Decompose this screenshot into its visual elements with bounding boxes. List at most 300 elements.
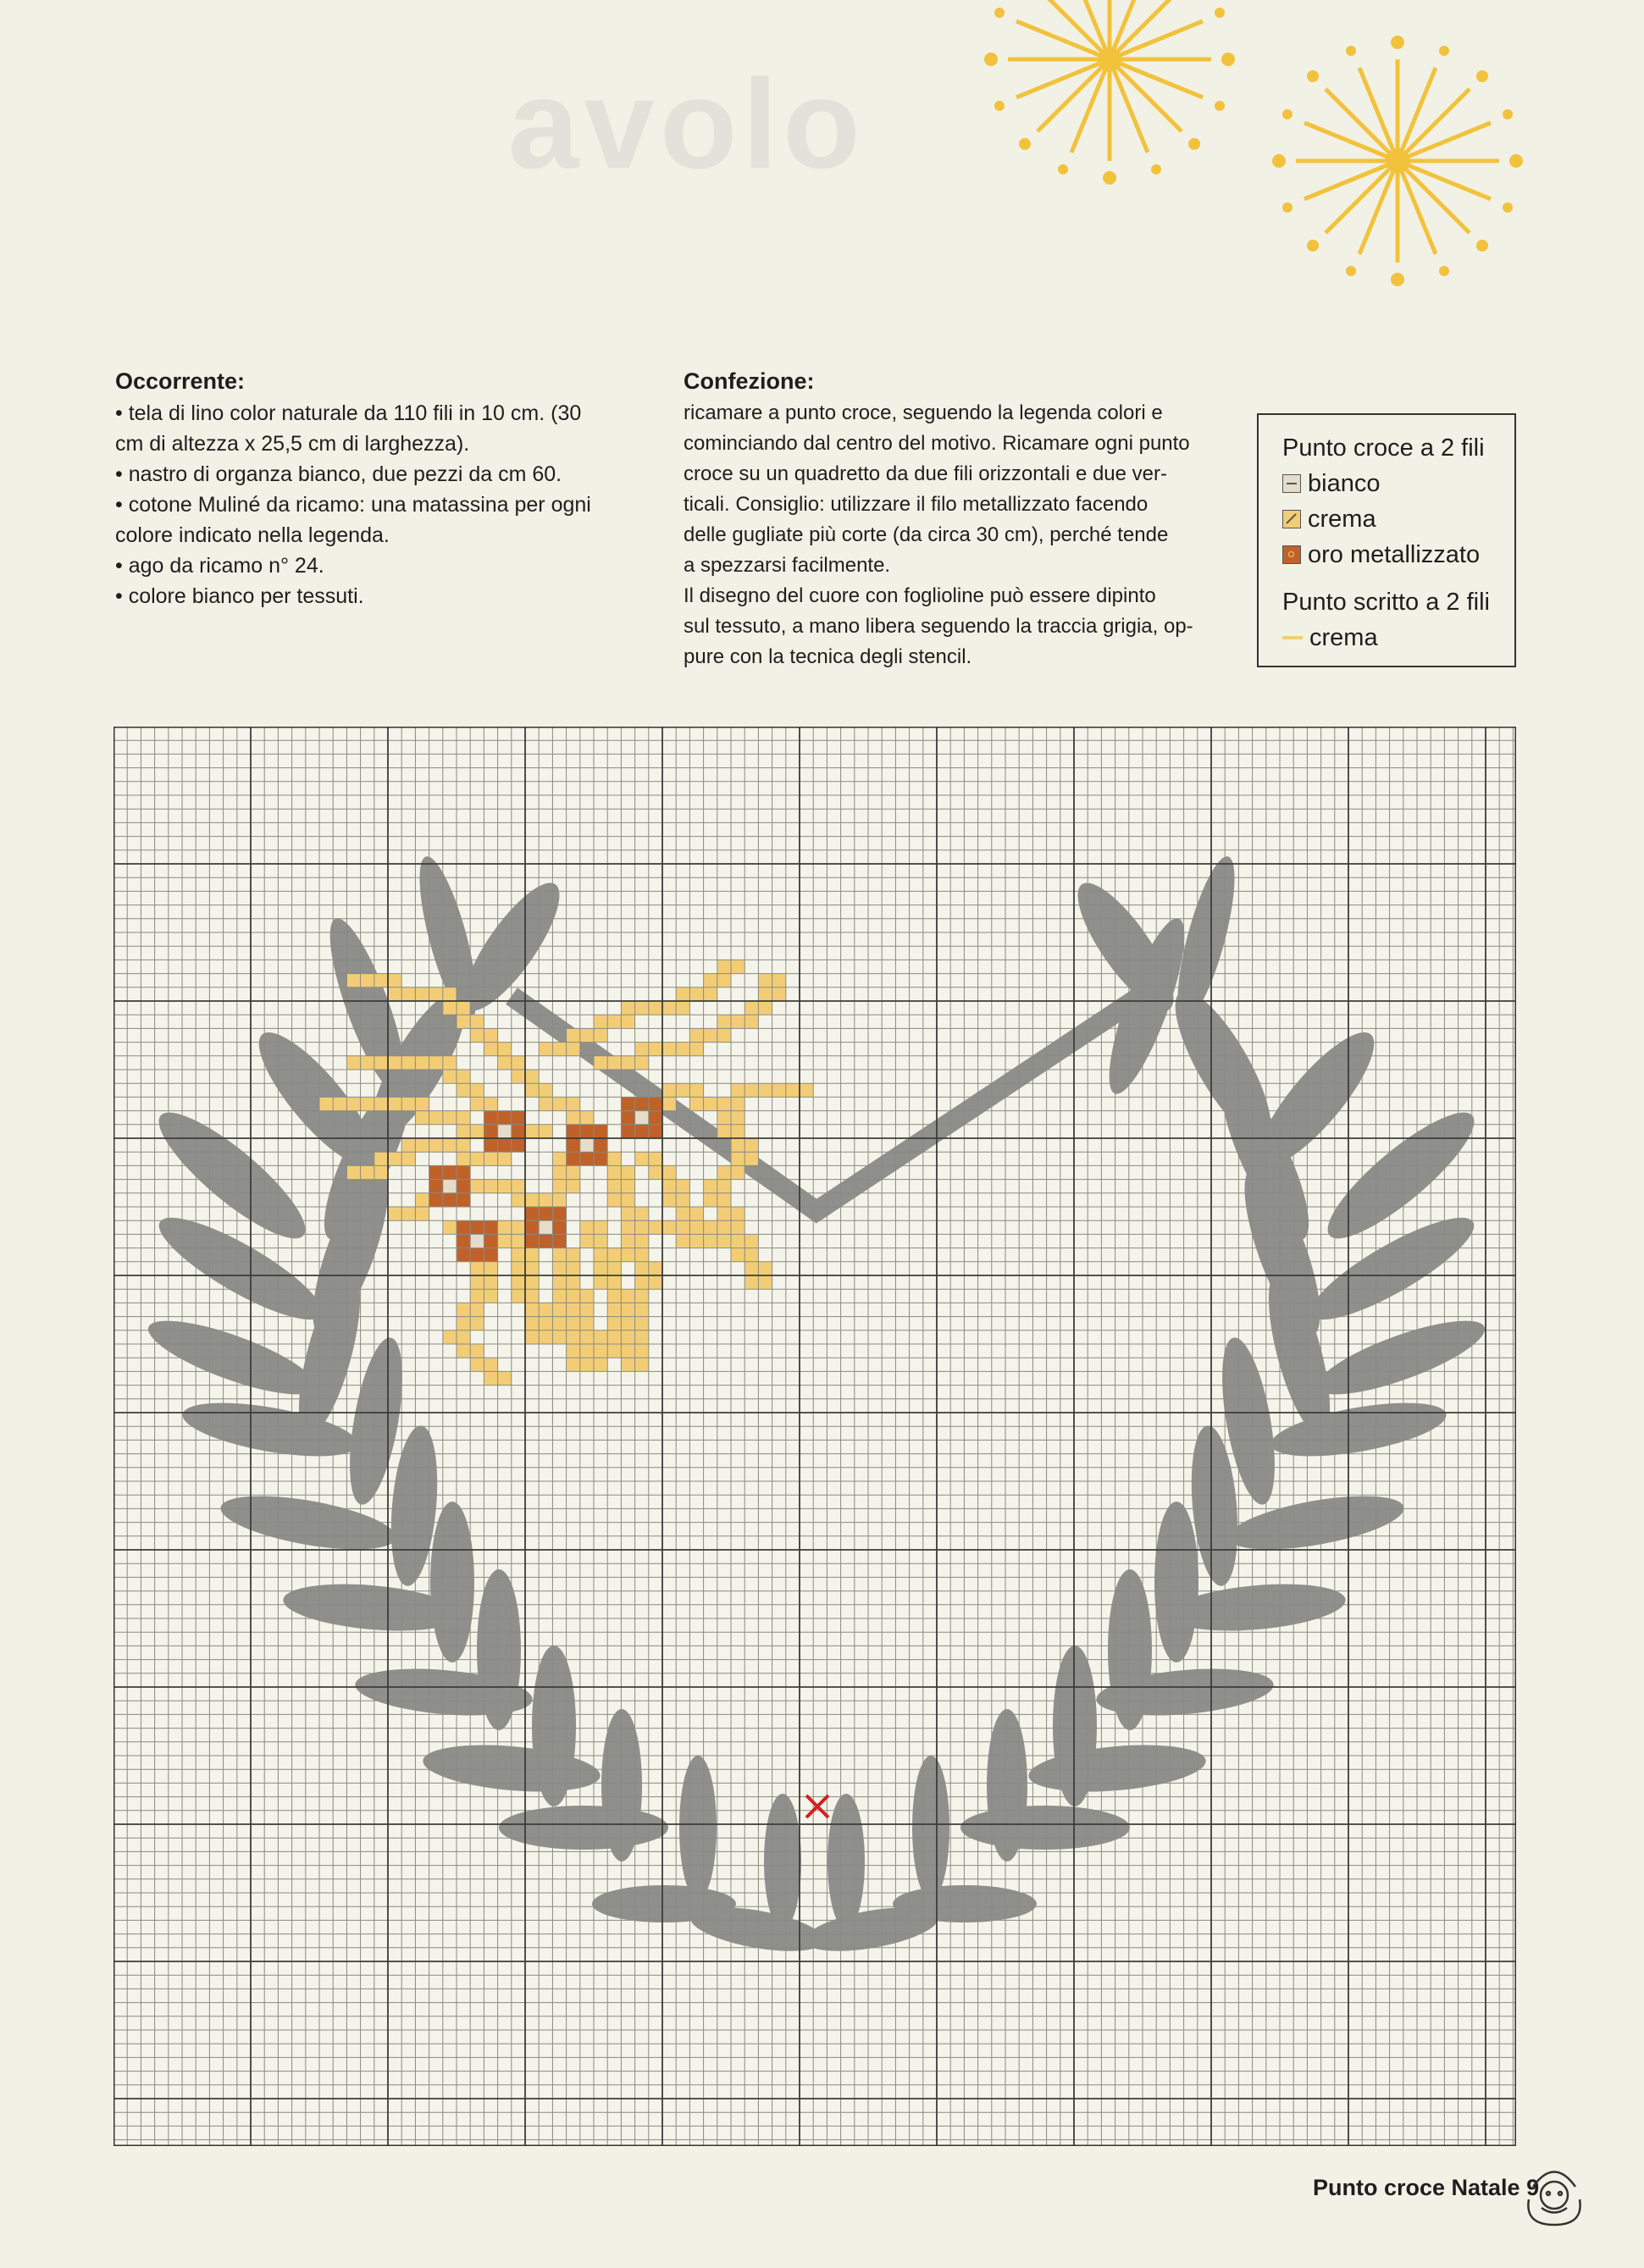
stitch-crema: [704, 1220, 717, 1234]
stitch-crema: [539, 1330, 552, 1344]
stitch-crema: [731, 1152, 745, 1165]
stitch-crema: [525, 1193, 539, 1207]
stitch-oro: [457, 1193, 470, 1207]
stitch-crema: [415, 1138, 429, 1152]
stitch-crema: [443, 1330, 457, 1344]
stitch-crema: [525, 1275, 539, 1289]
stitch-oro: [484, 1111, 497, 1125]
stitch-crema: [333, 1097, 346, 1110]
stitch-crema: [676, 987, 689, 1001]
stitch-crema: [704, 974, 717, 987]
stitch-crema: [484, 1371, 497, 1385]
stitch-crema: [745, 1262, 758, 1275]
stitch-crema: [361, 1097, 374, 1110]
stitch-crema: [567, 1111, 580, 1125]
stitch-crema: [484, 1275, 497, 1289]
stitch-crema: [415, 1056, 429, 1070]
stitch-crema: [635, 1207, 649, 1220]
stitch-crema: [470, 1015, 484, 1028]
stitch-oro: [484, 1234, 497, 1247]
stitch-crema: [704, 1097, 717, 1110]
stitch-crema: [607, 1330, 621, 1344]
confezione-section: [684, 366, 1234, 672]
confezione-line: Il disegno del cuore con foglioline può essere dipinto: [684, 584, 1156, 607]
stitch-crema: [594, 1220, 607, 1234]
confezione-heading: Confezione:: [684, 368, 815, 394]
stitch-crema: [401, 1138, 415, 1152]
stitch-oro: [484, 1125, 497, 1138]
stitch-crema: [731, 960, 745, 973]
stitch-crema: [484, 1043, 497, 1056]
stitch-crema: [498, 1234, 512, 1247]
stitch-crema: [704, 1234, 717, 1247]
stitch-crema: [552, 1152, 566, 1165]
stitch-crema: [552, 1248, 566, 1262]
stitch-crema: [580, 1234, 594, 1247]
stitch-crema: [594, 1234, 607, 1247]
stitch-crema: [484, 1358, 497, 1371]
stitch-crema: [567, 1317, 580, 1330]
stitch-crema: [415, 1097, 429, 1110]
stitch-crema: [361, 1056, 374, 1070]
stitch-oro: [512, 1111, 525, 1125]
stitch-crema: [594, 1358, 607, 1371]
stitch-crema: [567, 1358, 580, 1371]
stitch-crema: [635, 1358, 649, 1371]
stitch-crema: [649, 1220, 662, 1234]
stitch-oro: [484, 1248, 497, 1262]
stitch-crema: [635, 1330, 649, 1344]
leaf-shape: [912, 1756, 949, 1900]
stitch-bianco: [635, 1111, 649, 1125]
stitch-crema: [731, 1220, 745, 1234]
occorrente-line: • nastro di organza bianco, due pezzi da cm 60.: [115, 462, 562, 486]
stitch-oro: [470, 1220, 484, 1234]
stitch-crema: [758, 1262, 772, 1275]
stitch-crema: [512, 1289, 525, 1303]
stitch-crema: [512, 1275, 525, 1289]
legend-item-label: bianco: [1308, 470, 1381, 497]
occorrente-line: • cotone Muliné da ricamo: una matassina per ogni: [115, 493, 591, 517]
stitch-crema: [484, 1262, 497, 1275]
stitch-crema: [676, 1180, 689, 1193]
stitch-crema: [621, 1358, 634, 1371]
stitch-crema: [717, 974, 731, 987]
stitch-crema: [580, 1317, 594, 1330]
stitch-crema: [525, 1248, 539, 1262]
stitch-crema: [539, 1043, 552, 1056]
stitch-crema: [484, 1028, 497, 1042]
stitch-crema: [594, 1344, 607, 1358]
stitch-crema: [567, 1043, 580, 1056]
confezione-line: a spezzarsi facilmente.: [684, 554, 891, 577]
stitch-crema: [594, 1248, 607, 1262]
stitch-crema: [319, 1097, 333, 1110]
stitch-crema: [717, 960, 731, 973]
occorrente-line: • ago da ricamo n° 24.: [115, 554, 324, 578]
stitch-crema: [539, 1303, 552, 1316]
stitch-crema: [607, 1248, 621, 1262]
dot-swatch-icon: [1282, 545, 1301, 564]
stitch-oro: [594, 1152, 607, 1165]
legend-item-bianco: [1282, 466, 1514, 501]
stitch-crema: [758, 1083, 772, 1097]
stitch-crema: [649, 1262, 662, 1275]
stitch-crema: [457, 1015, 470, 1028]
page-number: 9: [1526, 2175, 1540, 2200]
stitch-crema: [525, 1317, 539, 1330]
stitch-crema: [429, 1138, 443, 1152]
stitch-crema: [388, 987, 401, 1001]
page-title-ghost: avolo: [508, 53, 866, 195]
stitch-crema: [567, 1248, 580, 1262]
stitch-crema: [745, 1234, 758, 1247]
stitch-crema: [758, 1001, 772, 1015]
stitch-crema: [470, 1152, 484, 1165]
stitch-crema: [635, 1289, 649, 1303]
stitch-oro: [457, 1234, 470, 1247]
confezione-line: cominciando dal centro del motivo. Ricamare ogni punto: [684, 432, 1190, 455]
stitch-crema: [512, 1248, 525, 1262]
stitch-oro: [580, 1125, 594, 1138]
stitch-crema: [470, 1180, 484, 1193]
stitch-crema: [621, 1056, 634, 1070]
stitch-crema: [662, 1083, 676, 1097]
stitch-crema: [525, 1070, 539, 1083]
stitch-oro: [457, 1165, 470, 1179]
stitch-crema: [676, 1043, 689, 1056]
leaf-shape: [1154, 1502, 1198, 1662]
stitch-crema: [552, 1330, 566, 1344]
stitch-crema: [621, 1344, 634, 1358]
snowflake-decoration-left: [940, 0, 1279, 229]
stitch-crema: [361, 1165, 374, 1179]
stitch-crema: [525, 1262, 539, 1275]
stitch-crema: [470, 1317, 484, 1330]
stitch-oro: [512, 1125, 525, 1138]
leaf-shape: [477, 1569, 521, 1730]
stitch-oro: [649, 1097, 662, 1110]
stitch-crema: [470, 1275, 484, 1289]
stitch-crema: [621, 1289, 634, 1303]
cross-stitch-chart: [113, 727, 1516, 2146]
stitch-crema: [635, 1043, 649, 1056]
stitch-crema: [621, 1248, 634, 1262]
stitch-crema: [470, 1289, 484, 1303]
stitch-crema: [512, 1220, 525, 1234]
stitch-crema: [443, 1138, 457, 1152]
stitch-crema: [512, 1234, 525, 1247]
stitch-crema: [457, 1138, 470, 1152]
stitch-crema: [552, 1275, 566, 1289]
stitch-oro: [443, 1193, 457, 1207]
stitch-crema: [525, 1330, 539, 1344]
stitch-crema: [539, 1193, 552, 1207]
stitch-crema: [758, 974, 772, 987]
stitch-crema: [745, 1152, 758, 1165]
leaf-shape: [828, 1794, 865, 1929]
stitch-crema: [346, 974, 360, 987]
leaf-shape: [679, 1756, 717, 1900]
stitch-oro: [457, 1180, 470, 1193]
stitch-crema: [635, 1275, 649, 1289]
stitch-crema: [388, 974, 401, 987]
stitch-crema: [346, 1097, 360, 1110]
stitch-crema: [635, 1248, 649, 1262]
stitch-crema: [621, 1015, 634, 1028]
stitch-crema: [635, 1262, 649, 1275]
stitch-crema: [567, 1303, 580, 1316]
stitch-crema: [567, 1289, 580, 1303]
stitch-crema: [731, 1125, 745, 1138]
stitch-crema: [607, 1152, 621, 1165]
stitch-crema: [443, 1111, 457, 1125]
stitch-crema: [607, 1165, 621, 1179]
stitch-crema: [388, 1097, 401, 1110]
leaf-shape: [1053, 1646, 1097, 1806]
stitch-crema: [498, 1220, 512, 1234]
stitch-crema: [457, 1001, 470, 1015]
stitch-crema: [607, 1303, 621, 1316]
stitch-crema: [717, 1180, 731, 1193]
stitch-crema: [498, 1152, 512, 1165]
stitch-crema: [689, 1234, 703, 1247]
stitch-crema: [512, 1193, 525, 1207]
stitch-oro: [429, 1180, 443, 1193]
stitch-crema: [415, 987, 429, 1001]
stitch-crema: [401, 1207, 415, 1220]
stitch-crema: [512, 1180, 525, 1193]
stitch-oro: [580, 1152, 594, 1165]
stitch-crema: [457, 1083, 470, 1097]
stitch-crema: [443, 1070, 457, 1083]
stitch-oro: [470, 1248, 484, 1262]
stitch-crema: [498, 1180, 512, 1193]
stitch-crema: [635, 1317, 649, 1330]
stitch-bianco: [498, 1125, 512, 1138]
stitch-oro: [539, 1234, 552, 1247]
stitch-crema: [731, 1248, 745, 1262]
occorrente-line: • tela di lino color naturale da 110 fili in 10 cm. (30: [115, 401, 582, 425]
stitch-crema: [594, 1330, 607, 1344]
stitch-crema: [621, 1165, 634, 1179]
stitch-crema: [552, 1165, 566, 1179]
dash-swatch-icon: [1282, 474, 1301, 493]
stitch-crema: [498, 1371, 512, 1385]
stitch-crema: [429, 1056, 443, 1070]
stitch-crema: [704, 1180, 717, 1193]
stitch-crema: [580, 1289, 594, 1303]
slash-swatch-icon: [1282, 510, 1301, 528]
stitch-crema: [552, 1097, 566, 1110]
stitch-oro: [525, 1207, 539, 1220]
stitch-bianco: [470, 1234, 484, 1247]
stitch-crema: [745, 1275, 758, 1289]
stitch-crema: [772, 974, 786, 987]
stitch-crema: [552, 1289, 566, 1303]
stitch-crema: [649, 1001, 662, 1015]
stitch-oro: [567, 1125, 580, 1138]
stitch-oro: [552, 1234, 566, 1247]
stitch-crema: [415, 1193, 429, 1207]
stitch-crema: [470, 1097, 484, 1110]
stitch-oro: [457, 1220, 470, 1234]
stitch-crema: [621, 1180, 634, 1193]
legend-item-label: crema: [1308, 506, 1376, 533]
leaf-shape: [430, 1502, 474, 1662]
stitch-crema: [786, 1083, 800, 1097]
stitch-crema: [607, 1056, 621, 1070]
stitch-crema: [484, 1097, 497, 1110]
stitch-crema: [607, 1015, 621, 1028]
stitch-crema: [457, 1070, 470, 1083]
stitch-crema: [717, 1015, 731, 1028]
stitch-crema: [401, 987, 415, 1001]
stitch-crema: [457, 1330, 470, 1344]
stitch-bianco: [580, 1138, 594, 1152]
stitch-crema: [552, 1180, 566, 1193]
stitch-crema: [689, 1083, 703, 1097]
stitch-crema: [525, 1125, 539, 1138]
stitch-crema: [607, 1193, 621, 1207]
stitch-crema: [567, 1097, 580, 1110]
stitch-crema: [662, 1043, 676, 1056]
stitch-oro: [594, 1138, 607, 1152]
stitch-crema: [594, 1262, 607, 1275]
footer-title: Punto croce Natale: [1313, 2175, 1520, 2200]
stitch-crema: [704, 1193, 717, 1207]
stitch-crema: [539, 1125, 552, 1138]
stitch-crema: [800, 1083, 813, 1097]
stitch-crema: [635, 1152, 649, 1165]
legend-title-back: Punto scritto a 2 fili: [1282, 589, 1490, 616]
stitch-crema: [580, 1344, 594, 1358]
stitch-crema: [745, 1248, 758, 1262]
stitch-crema: [484, 1180, 497, 1193]
stitch-crema: [484, 1289, 497, 1303]
stitch-oro: [649, 1125, 662, 1138]
stitch-oro: [512, 1138, 525, 1152]
stitch-crema: [374, 1165, 388, 1179]
stitch-crema: [621, 1193, 634, 1207]
stitch-oro: [621, 1111, 634, 1125]
stitch-crema: [525, 1289, 539, 1303]
stitch-crema: [470, 1303, 484, 1316]
stitch-crema: [731, 1207, 745, 1220]
stitch-crema: [443, 1220, 457, 1234]
stitch-oro: [429, 1193, 443, 1207]
stitch-crema: [662, 1220, 676, 1234]
stitch-crema: [717, 1111, 731, 1125]
stitch-oro: [443, 1165, 457, 1179]
stitch-crema: [649, 1165, 662, 1179]
stitch-crema: [635, 1220, 649, 1234]
stitch-crema: [676, 1083, 689, 1097]
stitch-oro: [635, 1097, 649, 1110]
stitch-crema: [525, 1083, 539, 1097]
occorrente-line: • colore bianco per tessuti.: [115, 584, 364, 608]
stitch-crema: [567, 1165, 580, 1179]
stitch-crema: [704, 1028, 717, 1042]
stitch-crema: [539, 1083, 552, 1097]
stitch-crema: [457, 1125, 470, 1138]
leaf-shape: [960, 1806, 1130, 1850]
stitch-crema: [457, 1317, 470, 1330]
stitch-crema: [731, 1234, 745, 1247]
stitch-crema: [621, 1317, 634, 1330]
backstitch-line-icon: [1282, 636, 1303, 639]
snowflake-decoration-right: [1254, 34, 1558, 313]
confezione-line: ricamare a punto croce, seguendo la legenda colori e: [684, 401, 1163, 424]
stitch-crema: [662, 1097, 676, 1110]
stitch-crema: [552, 1303, 566, 1316]
stitch-crema: [662, 1165, 676, 1179]
stitch-crema: [470, 1344, 484, 1358]
stitch-crema: [552, 1317, 566, 1330]
stitch-crema: [621, 1303, 634, 1316]
stitch-crema: [401, 1097, 415, 1110]
stitch-crema: [388, 1207, 401, 1220]
stitch-crema: [457, 1344, 470, 1358]
stitch-crema: [607, 1344, 621, 1358]
stitch-crema: [689, 1043, 703, 1056]
stitch-crema: [470, 1358, 484, 1371]
stitch-crema: [484, 1152, 497, 1165]
stitch-crema: [772, 987, 786, 1001]
confezione-line: delle gugliate più corte (da circa 30 cm), perché tende: [684, 523, 1169, 546]
stitch-oro: [649, 1111, 662, 1125]
leaf-shape: [499, 1806, 668, 1850]
stitch-oro: [552, 1220, 566, 1234]
stitch-crema: [374, 974, 388, 987]
confezione-line: pure con la tecnica degli stencil.: [684, 645, 972, 668]
stitch-crema: [689, 1028, 703, 1042]
stitch-oro: [621, 1097, 634, 1110]
stitch-oro: [429, 1165, 443, 1179]
stitch-crema: [470, 1125, 484, 1138]
stitch-crema: [594, 1015, 607, 1028]
stitch-crema: [635, 1001, 649, 1015]
leaf-shape: [1108, 1569, 1152, 1730]
stitch-crema: [594, 1028, 607, 1042]
stitch-bianco: [539, 1220, 552, 1234]
stitch-crema: [567, 1028, 580, 1042]
occorrente-heading: Occorrente:: [115, 368, 246, 394]
confezione-line: croce su un quadretto da due fili orizzontali e due ver-: [684, 462, 1167, 485]
stitch-crema: [758, 987, 772, 1001]
stitch-crema: [649, 1275, 662, 1289]
stitch-oro: [552, 1207, 566, 1220]
stitch-crema: [388, 1152, 401, 1165]
stitch-oro: [498, 1138, 512, 1152]
stitch-crema: [676, 1207, 689, 1220]
stitch-crema: [443, 987, 457, 1001]
stitch-crema: [552, 1043, 566, 1056]
stitch-crema: [621, 1001, 634, 1015]
stitch-oro: [457, 1248, 470, 1262]
stitch-crema: [552, 1193, 566, 1207]
stitch-crema: [388, 1056, 401, 1070]
legend-item-oro: [1282, 537, 1514, 573]
stitch-crema: [567, 1344, 580, 1358]
stitch-crema: [676, 1234, 689, 1247]
stitch-crema: [621, 1234, 634, 1247]
stitch-crema: [443, 1001, 457, 1015]
stitch-crema: [607, 1262, 621, 1275]
stitch-crema: [662, 1180, 676, 1193]
stitch-oro: [567, 1138, 580, 1152]
stitch-crema: [676, 1220, 689, 1234]
